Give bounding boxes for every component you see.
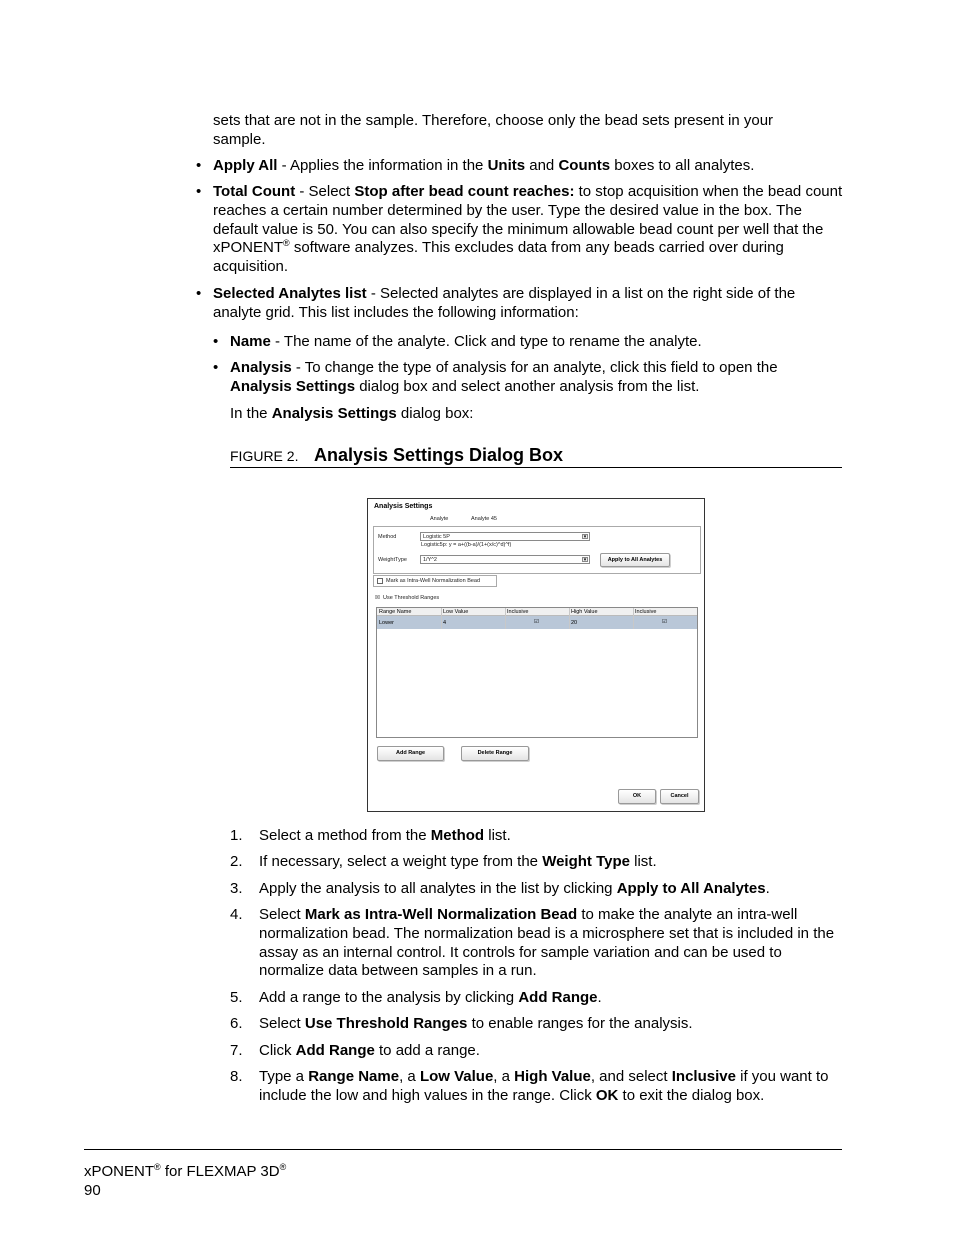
figure-caption bbox=[230, 443, 842, 468]
chevron-down-icon: ▾ bbox=[583, 557, 587, 563]
step-number: 7. bbox=[230, 1042, 243, 1059]
threshold-checkbox[interactable]: ☒ bbox=[375, 595, 380, 601]
sub-bullet-name: Name - The name of the analyte. Click and type to rename the analyte. bbox=[230, 333, 702, 350]
method-label: Method bbox=[378, 534, 397, 540]
figure-title: Analysis Settings Dialog Box bbox=[314, 445, 564, 465]
step-number: 5. bbox=[230, 989, 243, 1006]
cell-high-value[interactable]: 20 bbox=[571, 620, 578, 626]
weight-type-value: 1/Y^2 bbox=[423, 557, 437, 563]
column-header: High Value bbox=[571, 609, 598, 615]
step-number: 6. bbox=[230, 1015, 243, 1032]
chevron-down-icon: ▾ bbox=[583, 534, 587, 540]
footer-rule bbox=[84, 1149, 842, 1150]
column-header: Range Name bbox=[379, 609, 412, 615]
in-the-dialog-paragraph: In the Analysis Settings dialog box: bbox=[230, 405, 474, 422]
bullet-total-count: Total Count - Select Stop after bead count reaches: to stop acquisition when the bead count reaches a certain number determined by the user. Type the desired value in the box. The default value is 50. You can also specify the minimum allowable bead count per well that the xPONENT® software analyzes. This excludes data from any beads carried over during acquisition. bbox=[213, 183, 843, 276]
footer-product: xPONENT® for FLEXMAP 3D® bbox=[84, 1162, 287, 1180]
step-number: 8. bbox=[230, 1068, 243, 1085]
sub-bullet-analysis: Analysis - To change the type of analysis for an analyte, click this field to open the Analysis Settings dialog box and select another analysis from the list. bbox=[230, 359, 778, 395]
cell-low-value[interactable]: 4 bbox=[443, 620, 447, 626]
analyte-label: Analyte bbox=[430, 516, 449, 522]
figure-label: FIGURE 2. bbox=[230, 448, 299, 464]
bullet-marker: • bbox=[213, 359, 219, 376]
cancel-button[interactable]: Cancel bbox=[660, 789, 699, 804]
bullet-marker: • bbox=[213, 333, 219, 350]
add-range-button[interactable]: Add Range bbox=[377, 746, 444, 761]
step-number: 4. bbox=[230, 906, 243, 923]
normalization-label: Mark as Intra-Well Normalization Bead bbox=[386, 578, 481, 584]
ok-button[interactable]: OK bbox=[618, 789, 656, 804]
weight-type-select[interactable] bbox=[420, 555, 590, 564]
apply-to-all-analytes-button[interactable]: Apply to All Analytes bbox=[600, 553, 670, 567]
column-header: Inclusive bbox=[635, 609, 657, 615]
step-1: Select a method from the Method list. bbox=[259, 827, 511, 844]
step-3: Apply the analysis to all analytes in the list by clicking Apply to All Analytes. bbox=[259, 880, 770, 897]
step-6: Select Use Threshold Ranges to enable ranges for the analysis. bbox=[259, 1015, 693, 1032]
page-number: 90 bbox=[84, 1182, 101, 1199]
step-7: Click Add Range to add a range. bbox=[259, 1042, 480, 1059]
step-2: If necessary, select a weight type from the Weight Type list. bbox=[259, 853, 657, 870]
delete-range-button[interactable]: Delete Range bbox=[461, 746, 529, 761]
method-select[interactable] bbox=[420, 532, 590, 541]
continuation-paragraph: sets that are not in the sample. Therefore, choose only the bead sets present in your sample. bbox=[213, 112, 774, 148]
bullet-apply-all: Apply All - Applies the information in the Units and Counts boxes to all analytes. bbox=[213, 157, 755, 174]
method-group bbox=[373, 526, 701, 574]
step-number: 3. bbox=[230, 880, 243, 897]
bullet-marker: • bbox=[196, 285, 202, 302]
weight-type-label: WeightType bbox=[378, 557, 407, 563]
dialog-title: Analysis Settings bbox=[374, 503, 433, 510]
inclusive-low-checkbox[interactable]: ☑ bbox=[534, 619, 539, 625]
bullet-selected-analytes: Selected Analytes list - Selected analytes are displayed in a list on the right side of the analyte grid. This list includes the following information: bbox=[213, 285, 796, 321]
step-number: 1. bbox=[230, 827, 243, 844]
bullet-marker: • bbox=[196, 157, 202, 174]
inclusive-high-checkbox[interactable]: ☑ bbox=[662, 619, 667, 625]
cell-range-name[interactable]: Lower bbox=[379, 620, 394, 626]
step-8: Type a Range Name, a Low Value, a High Value, and select Inclusive if you want to include the low and high values in the range. Click OK to exit the dialog box. bbox=[259, 1068, 829, 1104]
analysis-settings-dialog bbox=[367, 498, 705, 812]
step-number: 2. bbox=[230, 853, 243, 870]
step-4: Select Mark as Intra-Well Normalization Bead to make the analyte an intra-well normalization bead. The normalization bead is a microsphere set that is included in the assay as an internal control. It controls for sample variation and can be used to normalize data between samples in a run. bbox=[259, 906, 835, 980]
normalization-checkbox-box[interactable] bbox=[373, 575, 497, 587]
method-formula: Logistic5p: y = a+((b-a)/(1+(x/c)^d)^f) bbox=[421, 542, 512, 548]
column-header: Inclusive bbox=[507, 609, 529, 615]
analyte-value: Analyte 45 bbox=[471, 516, 497, 522]
ranges-grid[interactable] bbox=[376, 607, 698, 738]
normalization-checkbox[interactable] bbox=[377, 578, 383, 584]
column-header: Low Value bbox=[443, 609, 469, 615]
method-value: Logistic 5P bbox=[423, 534, 450, 540]
step-5: Add a range to the analysis by clicking Add Range. bbox=[259, 989, 602, 1006]
bullet-marker: • bbox=[196, 183, 202, 200]
threshold-label: Use Threshold Ranges bbox=[383, 595, 440, 601]
